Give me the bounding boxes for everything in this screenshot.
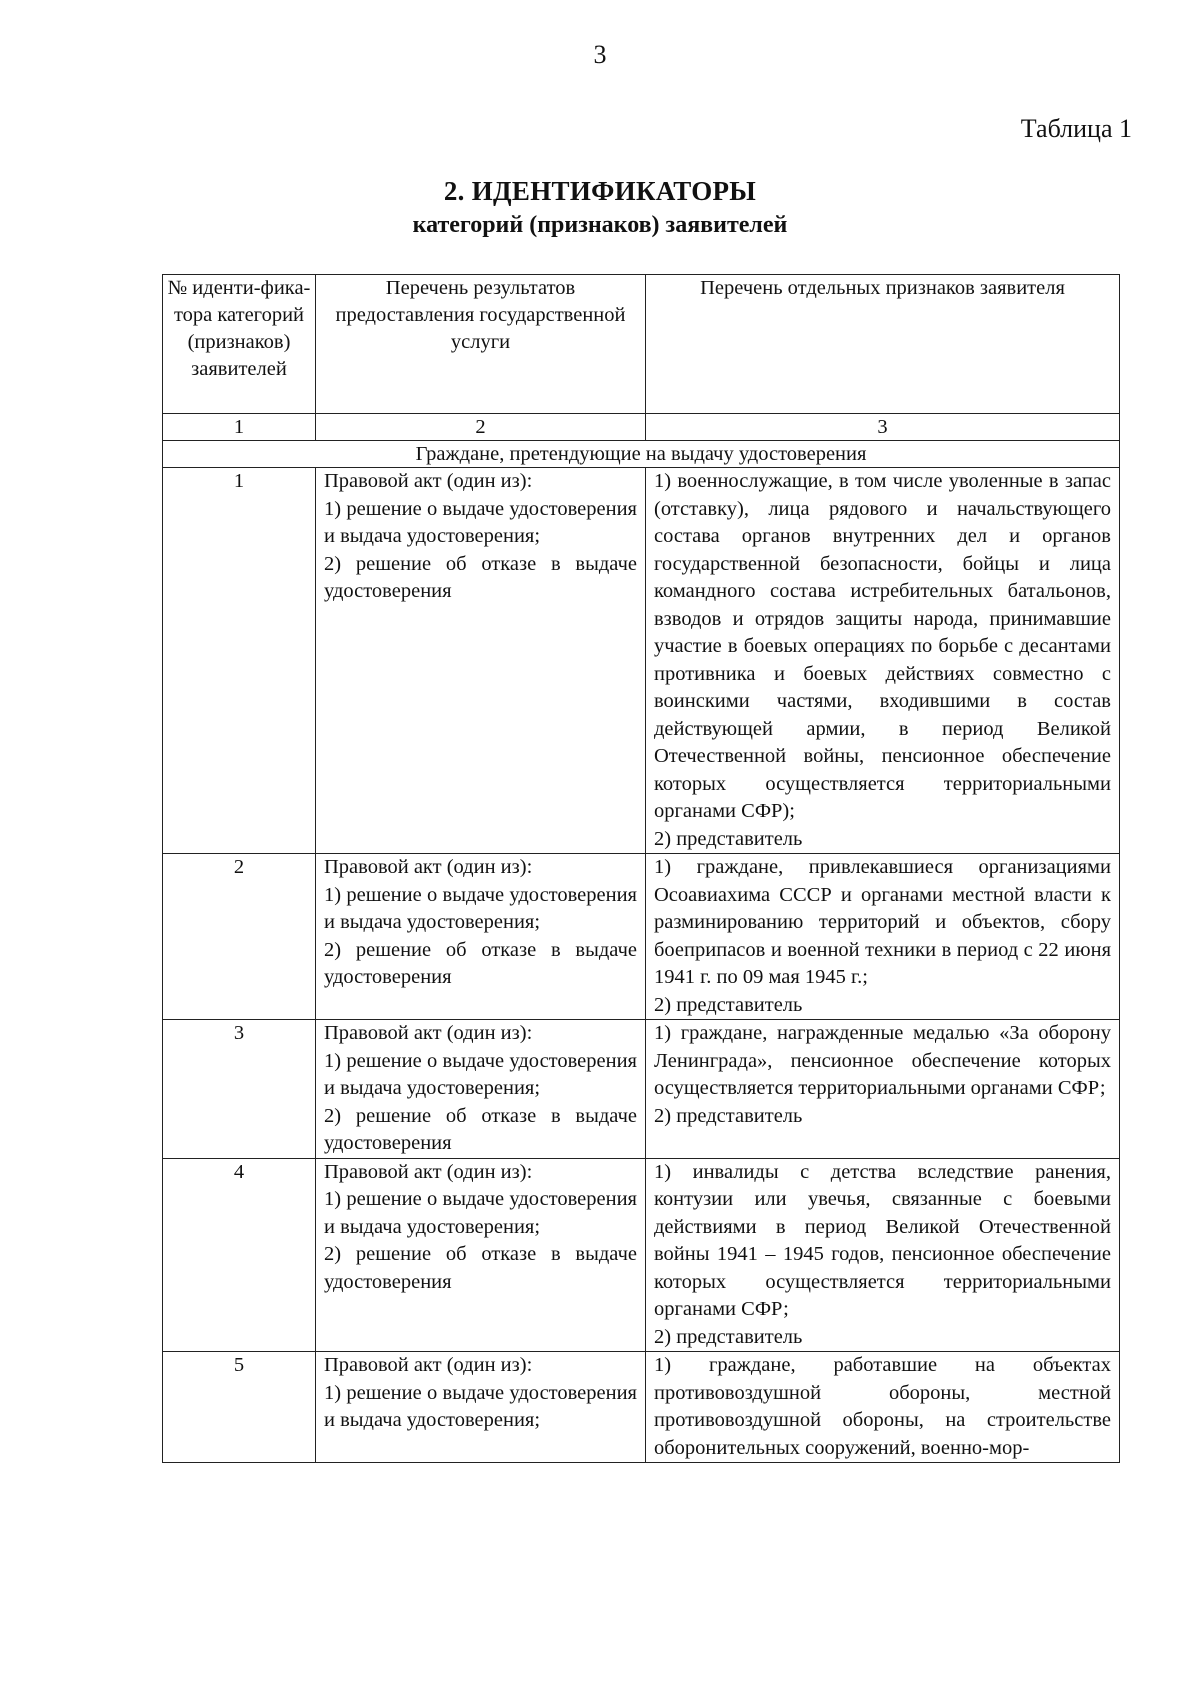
- cell-text-line: 2) решение об отказе в выдаче удостоверения: [324, 1243, 637, 1293]
- row-features: [646, 468, 1120, 854]
- cell-text-line: 2) представитель: [654, 827, 803, 850]
- cell-text-line: 1) решение о выдаче удостоверения и выдача удостоверения;: [324, 1188, 637, 1238]
- row-results: [316, 1158, 646, 1352]
- header-identifier: № иденти-фика-тора категорий (признаков) заявителей: [163, 275, 316, 414]
- table-row: [163, 468, 1120, 854]
- cell-text-line: 2) решение об отказе в выдаче удостоверения: [324, 552, 637, 602]
- row-results: [316, 1352, 646, 1463]
- page-number: 3: [593, 40, 607, 69]
- row-identifier: 4: [163, 1158, 316, 1352]
- cell-text-line: Правовой акт (один из):: [324, 1022, 533, 1044]
- identifiers-table: [162, 274, 1120, 1463]
- row-results: [316, 854, 646, 1020]
- table-header-row: [163, 275, 1120, 414]
- document-title: 2. ИДЕНТИФИКАТОРЫ: [443, 176, 757, 206]
- table-row: [163, 1352, 1120, 1463]
- cell-text-line: Правовой акт (один из):: [324, 856, 533, 878]
- table-row: [163, 1158, 1120, 1352]
- cell-text-line: 2) представитель: [654, 1104, 803, 1127]
- row-features: [646, 1158, 1120, 1352]
- cell-text-line: 2) представитель: [654, 1325, 803, 1348]
- cell-text-line: 1) инвалиды с детства вследствие ранения, контузии или увечья, связанные с боевыми действиями в период Великой Отечественной войны 1941 – 1945 годов, пенсионное обеспечение которых осуществляется территориальными органами СФР;: [654, 1160, 1111, 1320]
- cell-text-line: 1) решение о выдаче удостоверения и выдача удостоверения;: [324, 1381, 637, 1431]
- row-identifier: 5: [163, 1352, 316, 1463]
- column-number: 2: [316, 414, 646, 441]
- header-features: Перечень отдельных признаков заявителя: [646, 275, 1120, 414]
- row-results: [316, 468, 646, 854]
- row-identifier: 2: [163, 854, 316, 1020]
- table-row: [163, 854, 1120, 1020]
- cell-text-line: 1) решение о выдаче удостоверения и выдача удостоверения;: [324, 1049, 637, 1099]
- row-features: [646, 1020, 1120, 1159]
- row-identifier: 3: [163, 1020, 316, 1159]
- cell-text-line: Правовой акт (один из):: [324, 1354, 533, 1376]
- document-subtitle: категорий (признаков) заявителей: [412, 212, 788, 238]
- table-row: [163, 1020, 1120, 1159]
- column-numbers-row: [163, 414, 1120, 441]
- row-results: [316, 1020, 646, 1159]
- header-results: Перечень результатов предоставления государственной услуги: [316, 275, 646, 414]
- column-number: 1: [163, 414, 316, 441]
- table-caption: Таблица 1: [1020, 114, 1132, 143]
- cell-text-line: 2) решение об отказе в выдаче удостоверения: [324, 1104, 637, 1154]
- row-features: [646, 854, 1120, 1020]
- cell-text-line: 1) решение о выдаче удостоверения и выдача удостоверения;: [324, 497, 637, 547]
- column-number: 3: [646, 414, 1120, 441]
- cell-text-line: 1) граждане, награжденные медалью «За оборону Ленинграда», пенсионное обеспечение которых осуществляется территориальными органами СФР;: [654, 1022, 1111, 1099]
- cell-text-line: 2) представитель: [654, 993, 803, 1016]
- group-title: Граждане, претендующие на выдачу удостоверения: [163, 441, 1120, 468]
- cell-text-line: 2) решение об отказе в выдаче удостоверения: [324, 938, 637, 988]
- row-identifier: 1: [163, 468, 316, 854]
- row-features: [646, 1352, 1120, 1463]
- cell-text-line: 1) решение о выдаче удостоверения и выдача удостоверения;: [324, 883, 637, 933]
- cell-text-line: Правовой акт (один из):: [324, 470, 533, 492]
- group-row: [163, 441, 1120, 468]
- cell-text-line: 1) граждане, работавшие на объектах противовоздушной обороны, местной противовоздушной обороны, на строительстве оборонительных сооружений, военно-мор-: [654, 1354, 1111, 1459]
- cell-text-line: Правовой акт (один из):: [324, 1160, 533, 1183]
- cell-text-line: 1) граждане, привлекавшиеся организациями Осоавиахима СССР и органами местной власти к разминированию территорий и объектов, сбору боеприпасов и военной техники в период с 22 июня 1941 г. по 09 мая 1945 г.;: [654, 856, 1111, 988]
- cell-text-line: 1) военнослужащие, в том числе уволенные в запас (отставку), лица рядового и начальствующего состава органов внутренних дел и органов государственной безопасности, бойцы и лица командного состава истребительных батальонов, взводов и отрядов защиты народа, принимавшие участие в боевых операциях по борьбе с десантами противника и боевых действиях совместно с воинскими частями, входившими в состав действующей армии, в период Великой Отечественной войны, пенсионное обеспечение которых осуществляется территориальными органами СФР);: [654, 470, 1111, 822]
